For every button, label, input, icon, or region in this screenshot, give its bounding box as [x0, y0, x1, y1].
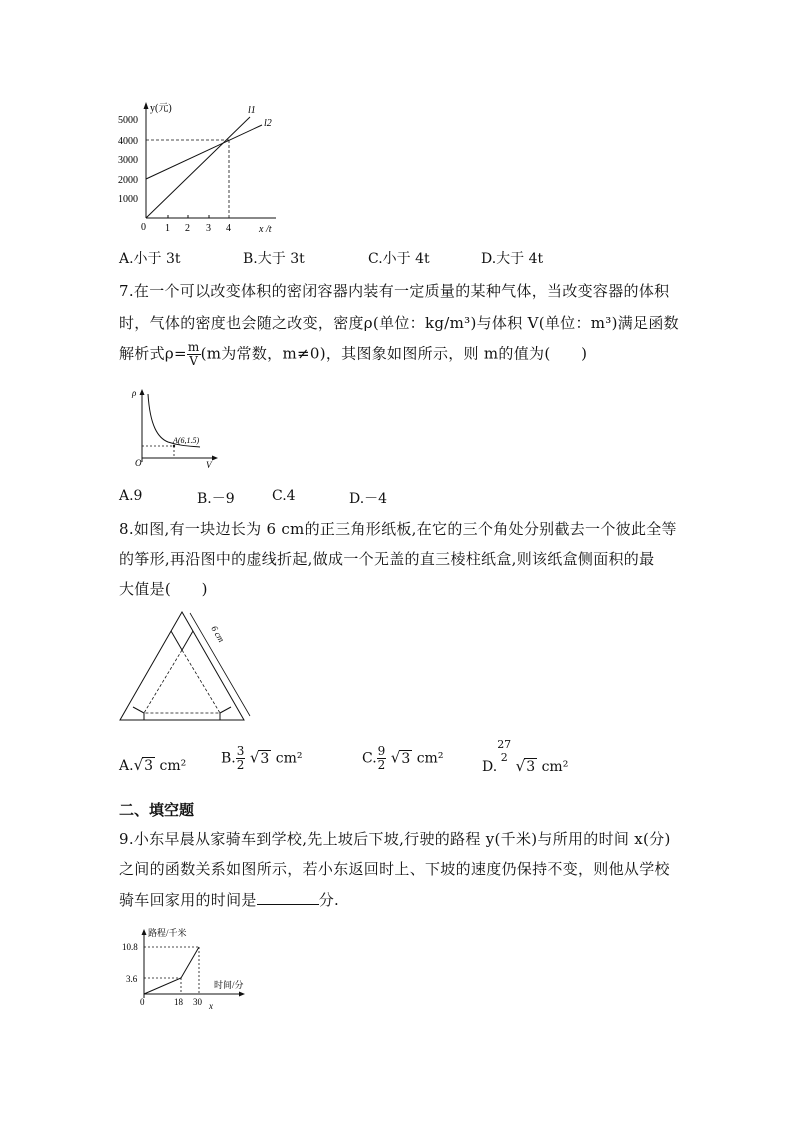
q6-option-a[interactable]: A.小于 3t	[119, 251, 181, 267]
line-l1-label: l1	[248, 105, 256, 116]
y-tick: 3000	[118, 155, 138, 166]
x-tick: 0	[141, 222, 146, 233]
q7-line3: 解析式ρ= $\frac{m}{V}$ (m为常数，m≠0)，其图象如图所示，则 m的值为( )	[119, 340, 588, 368]
x-axis-label: x /t	[259, 224, 272, 235]
fraction-m-over-v: $\frac{m}{V}$	[187, 340, 200, 368]
x-tick: 0	[140, 997, 145, 1007]
q8-option-d[interactable]: D. 27 2 √3 cm²	[482, 738, 569, 775]
x-tick: 1	[165, 223, 170, 234]
y-tick: 1000	[118, 194, 138, 205]
q8-line1: 8.如图,有一块边长为 6 cm的正三角形纸板,在它的三个角处分别截去一个彼此全等	[119, 520, 677, 538]
q7-figure-hyperbola	[128, 386, 224, 470]
x-tick: 4	[226, 223, 231, 234]
q7-line2: 时，气体的密度也会随之改变，密度ρ(单位：kg/m³)与体积 V(单位：m³)满足函数	[119, 314, 679, 332]
answer-blank[interactable]	[257, 890, 319, 905]
q6-option-c[interactable]: C.小于 4t	[368, 251, 430, 267]
x-tick: 30	[193, 997, 202, 1007]
q8-figure-triangle	[116, 610, 256, 726]
v-axis-label: V	[206, 460, 212, 470]
distance-polyline	[144, 947, 199, 994]
q8-option-a[interactable]: A.√3 cm²	[119, 756, 187, 774]
q6-option-b[interactable]: B.大于 3t	[243, 251, 305, 267]
q7-option-b[interactable]: B.－9	[197, 491, 235, 507]
q9-line3: 骑车回家用的时间是 分.	[119, 891, 340, 909]
q7-option-c[interactable]: C.4	[272, 488, 296, 504]
y-tick: 5000	[118, 115, 138, 126]
section-title: 二、填空题	[119, 801, 195, 819]
q6-figure-lines	[116, 100, 286, 238]
q6-option-d[interactable]: D.大于 4t	[481, 251, 544, 267]
q7-option-a[interactable]: A.9	[119, 488, 143, 504]
line-l1	[146, 117, 250, 218]
x-tick: 2	[185, 223, 190, 234]
y-axis-label: 路程/千米	[148, 928, 187, 938]
q8-line3: 大值是( )	[119, 580, 208, 598]
q9-line2: 之间的函数关系如图所示，若小东返回时上、下坡的速度仍保持不变，则他从学校	[119, 860, 670, 878]
q9-figure-distance-time	[114, 926, 254, 1012]
q9-line1: 9.小东早晨从家骑车到学校,先上坡后下坡,行驶的路程 y(千米)与所用的时间 x(分)	[119, 830, 671, 848]
x-tick: 3	[206, 223, 211, 234]
x-axis-label: 时间/分	[214, 980, 244, 990]
y-tick: 10.8	[122, 942, 138, 952]
q7-line1: 7.在一个可以改变体积的密闭容器内装有一定质量的某种气体，当改变容器的体积	[119, 282, 670, 300]
y-tick: 4000	[118, 136, 138, 147]
y-tick: 3.6	[126, 974, 138, 984]
origin-label: O	[135, 458, 142, 468]
line-l2	[146, 125, 262, 179]
q7-option-d[interactable]: D.－4	[349, 491, 388, 507]
y-tick: 2000	[118, 175, 138, 186]
x-tick: 18	[174, 997, 183, 1007]
point-a-label: A(6,1.5)	[173, 436, 200, 445]
rho-axis-label: ρ	[132, 388, 137, 398]
q8-option-c[interactable]: C. $\frac{9}{2}$ √3 cm²	[362, 744, 444, 772]
line-l2-label: l2	[264, 118, 272, 129]
y-axis-label: y(元)	[150, 103, 172, 114]
q8-option-b[interactable]: B. $\frac{3}{2}$ √3 cm²	[221, 744, 303, 772]
q8-line2: 的筝形,再沿图中的虚线折起,做成一个无盖的直三棱柱纸盒,则该纸盒侧面积的最	[119, 550, 655, 568]
side-length-label: 6 cm	[209, 624, 227, 644]
x-axis-var: x	[209, 1001, 213, 1011]
